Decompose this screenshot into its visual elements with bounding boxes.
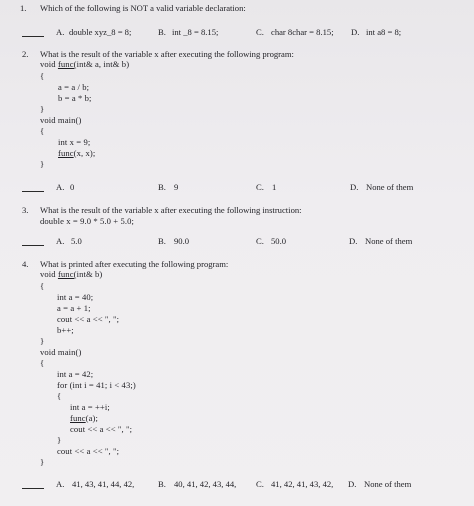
q2-code-line: b = a * b; (58, 93, 92, 103)
q4-option-b-text: 40, 41, 42, 43, 44, (174, 479, 237, 489)
q1-answer-blank[interactable] (22, 36, 44, 37)
q1-prompt: Which of the following is NOT a valid variable declaration: (40, 3, 246, 13)
q4-option-a-text: 41, 43, 41, 44, 42, (72, 479, 135, 489)
q2-option-b-letter: B. (158, 182, 166, 192)
q4-code-line: b++; (57, 325, 74, 335)
q3-option-a-letter: A. (56, 236, 65, 246)
q2-option-d-letter: D. (350, 182, 359, 192)
q4-option-c-text: 41, 42, 41, 43, 42, (271, 479, 334, 489)
q2-code-line: { (40, 71, 45, 81)
q2-number: 2. (22, 49, 29, 59)
q1-option-c-text: char 8char = 8.15; (271, 27, 334, 37)
q2-code-line: { (40, 126, 45, 136)
q4-code-line: int a = 40; (57, 292, 94, 302)
q3-option-d-text: None of them (365, 236, 413, 246)
q4-code-line: } (57, 435, 62, 445)
q3-answer-blank[interactable] (22, 245, 44, 246)
q4-code-line: int a = ++i; (70, 402, 110, 412)
q2-code-line: } (40, 104, 45, 114)
q1-option-b-letter: B. (158, 27, 166, 37)
q2-option-b-text: 9 (174, 182, 179, 192)
q3-option-b-text: 90.0 (174, 236, 190, 246)
q2-option-c-text: 1 (272, 182, 277, 192)
q4-code-line: int a = 42; (57, 369, 94, 379)
q2-code-line: void func(int& a, int& b) (40, 59, 130, 69)
q2-code-line: func(x, x); (58, 148, 96, 158)
q2-prompt: What is the result of the variable x after executing the following program: (40, 49, 294, 59)
q2-option-d-text: None of them (366, 182, 414, 192)
q1-option-a-letter: A. (56, 27, 65, 37)
q2-option-c-letter: C. (256, 182, 264, 192)
q4-code-line: cout << a << ", "; (57, 314, 120, 324)
q4-number: 4. (22, 259, 29, 269)
q4-code-line: } (40, 457, 45, 467)
q4-code-line: { (57, 391, 62, 401)
q2-code-line: a = a / b; (58, 82, 90, 92)
q3-option-b-letter: B. (158, 236, 166, 246)
q4-code-line: } (40, 336, 45, 346)
q2-code-line: void main() (40, 115, 82, 125)
q4-code-line: { (40, 281, 45, 291)
q4-code-line: for (int i = 41; i < 43;) (57, 380, 136, 390)
q2-code-line: int x = 9; (58, 137, 91, 147)
q4-code-line: void func(int& b) (40, 269, 103, 279)
q3-number: 3. (22, 205, 29, 215)
q3-option-d-letter: D. (349, 236, 358, 246)
q3-option-a-text: 5.0 (71, 236, 82, 246)
q4-option-d-text: None of them (364, 479, 412, 489)
q2-code-line: } (40, 159, 45, 169)
q3-option-c-letter: C. (256, 236, 264, 246)
q4-option-b-letter: B. (158, 479, 166, 489)
q4-option-a-letter: A. (56, 479, 65, 489)
q1-number: 1. (20, 3, 27, 13)
q4-code-line: cout << a << ", "; (70, 424, 133, 434)
q4-code-line: { (40, 358, 45, 368)
q4-option-d-letter: D. (348, 479, 357, 489)
q4-code-line: func(a); (70, 413, 98, 423)
q1-option-c-letter: C. (256, 27, 264, 37)
q3-option-c-text: 50.0 (271, 236, 287, 246)
q1-option-b-text: int _8 = 8.15; (172, 27, 219, 37)
q4-code-line: void main() (40, 347, 82, 357)
q2-answer-blank[interactable] (22, 191, 44, 192)
q4-code-line: a = a + 1; (57, 303, 91, 313)
q1-option-d-text: int a8 = 8; (366, 27, 402, 37)
q2-option-a-text: 0 (70, 182, 75, 192)
q1-option-d-letter: D. (351, 27, 360, 37)
q3-code-line: double x = 9.0 * 5.0 + 5.0; (40, 216, 135, 226)
q3-prompt: What is the result of the variable x after executing the following instruction: (40, 205, 302, 215)
q4-prompt: What is printed after executing the following program: (40, 259, 229, 269)
q4-answer-blank[interactable] (22, 488, 44, 489)
q2-option-a-letter: A. (56, 182, 65, 192)
q4-option-c-letter: C. (256, 479, 264, 489)
q4-code-line: cout << a << ", "; (57, 446, 120, 456)
q1-option-a-text: double xyz_8 = 8; (69, 27, 132, 37)
